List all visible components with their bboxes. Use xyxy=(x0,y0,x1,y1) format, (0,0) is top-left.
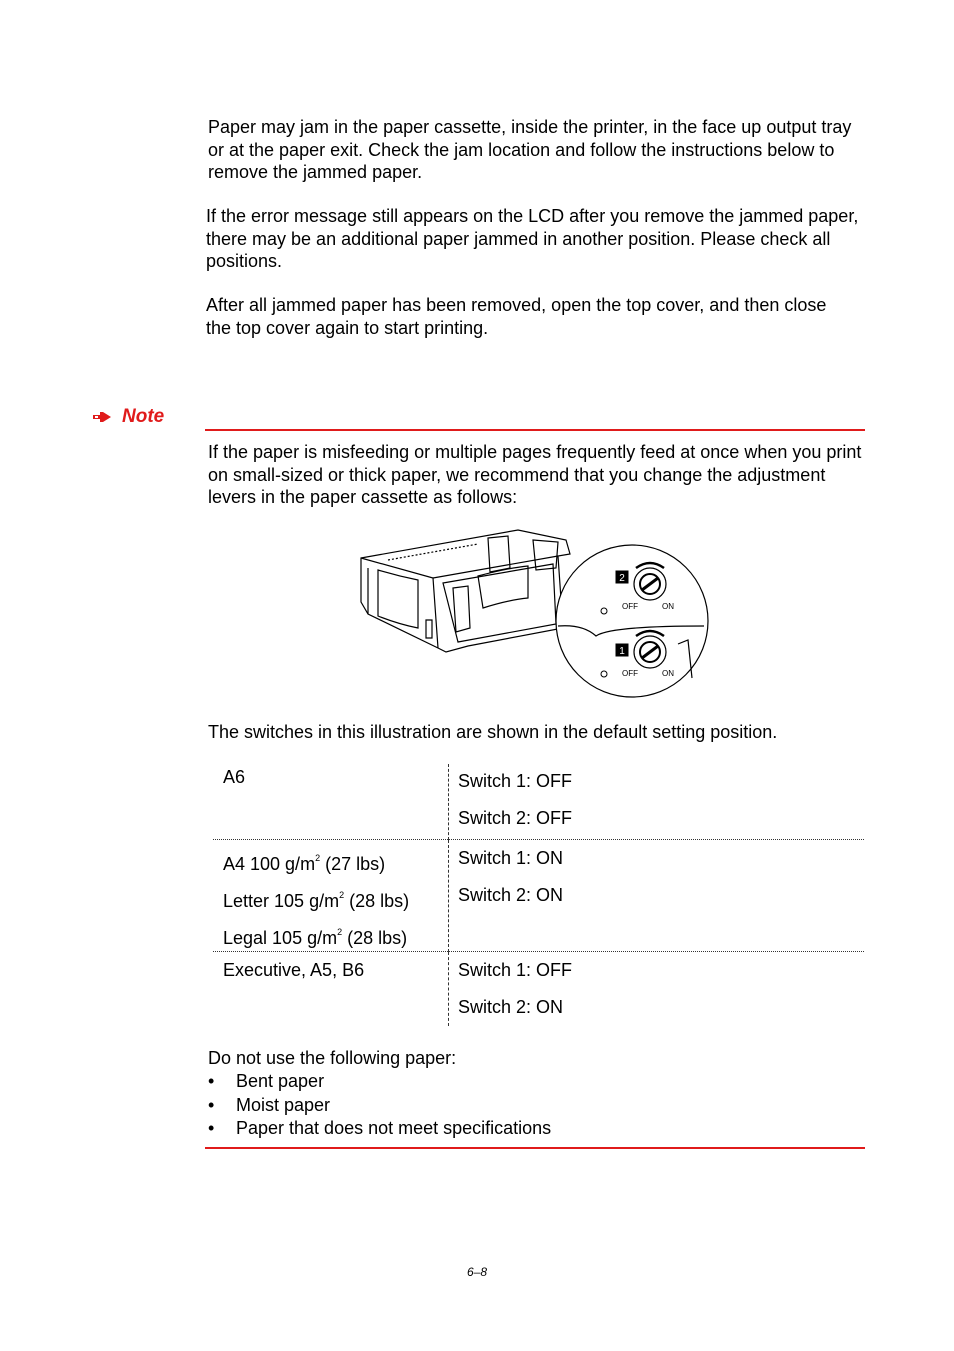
paper-size: Executive, A5, B6 xyxy=(223,960,365,980)
switch-setting-cell xyxy=(449,764,865,840)
switch-2-setting: Switch 2: ON xyxy=(458,997,564,1017)
note-text: If the paper is misfeeding or multiple pages frequently feed at once when you print on small-sized or thick paper, we recommend that you change the adjustment levers in the paper cassette as follows: xyxy=(208,442,862,507)
note-bottom-rule xyxy=(205,1147,865,1149)
do-not-use-list xyxy=(208,1070,551,1141)
do-not-use-heading: Do not use the following paper: xyxy=(208,1048,457,1068)
page-number: 6–8 xyxy=(466,1265,488,1279)
paper-size-cell xyxy=(213,952,449,1027)
switch-setting-cell xyxy=(449,952,865,1027)
note-heading xyxy=(92,406,164,428)
switch-2-off-label: OFF xyxy=(622,602,638,611)
switch-1-setting: Switch 1: OFF xyxy=(458,960,573,980)
switch-setting-cell xyxy=(449,840,865,952)
paper-size: Letter 105 $g/m^2$ (28 lbs) xyxy=(223,890,410,911)
list-item: • Bent paper xyxy=(208,1070,551,1094)
table-row xyxy=(213,952,864,1027)
list-item: • Paper that does not meet specifications xyxy=(208,1117,551,1141)
switch-2-on-label: ON xyxy=(662,602,674,611)
paper-size-cell xyxy=(213,840,449,952)
paper-size: A4 100 $g/m^2$ (27 lbs) xyxy=(223,853,386,874)
switch-1-off-label: OFF xyxy=(622,669,638,678)
note-top-rule xyxy=(205,429,865,431)
switch-2-setting: Switch 2: ON xyxy=(458,885,564,905)
intro-paragraph-3: After all jammed paper has been removed, open the top cover, and then close the top cover again to start printing. xyxy=(206,295,827,338)
switch-1-on-label: ON xyxy=(662,669,674,678)
intro-paragraph-1: Paper may jam in the paper cassette, inside the printer, in the face up output tray or at the paper exit. Check the jam location and follow the instructions below to remove the jammed paper. xyxy=(208,117,852,182)
list-item: • Moist paper xyxy=(208,1094,551,1118)
switch-2-setting: Switch 2: OFF xyxy=(458,808,573,828)
paper-size: A6 xyxy=(223,767,246,787)
paper-size-cell xyxy=(213,764,449,840)
switch-1-setting: Switch 1: OFF xyxy=(458,771,573,791)
cassette-drawing xyxy=(361,530,570,652)
switch-2-number: 2 xyxy=(619,573,625,584)
paper-cassette-illustration xyxy=(358,528,712,700)
switch-1-number: 1 xyxy=(619,646,625,657)
switch-1-setting: Switch 1: ON xyxy=(458,848,564,868)
note-label: Note xyxy=(122,406,165,427)
intro-paragraph-2: If the error message still appears on the LCD after you remove the jammed paper, there may be an additional paper jammed in another position. Please check all positions. xyxy=(206,206,859,271)
figure-caption: The switches in this illustration are shown in the default setting position. xyxy=(208,722,778,742)
table-row xyxy=(213,840,864,952)
pointing-hand-icon xyxy=(92,411,112,423)
paper-size: Legal 105 $g/m^2$ (28 lbs) xyxy=(223,927,408,948)
table-row xyxy=(213,764,864,840)
switch-settings-table xyxy=(213,764,864,1026)
